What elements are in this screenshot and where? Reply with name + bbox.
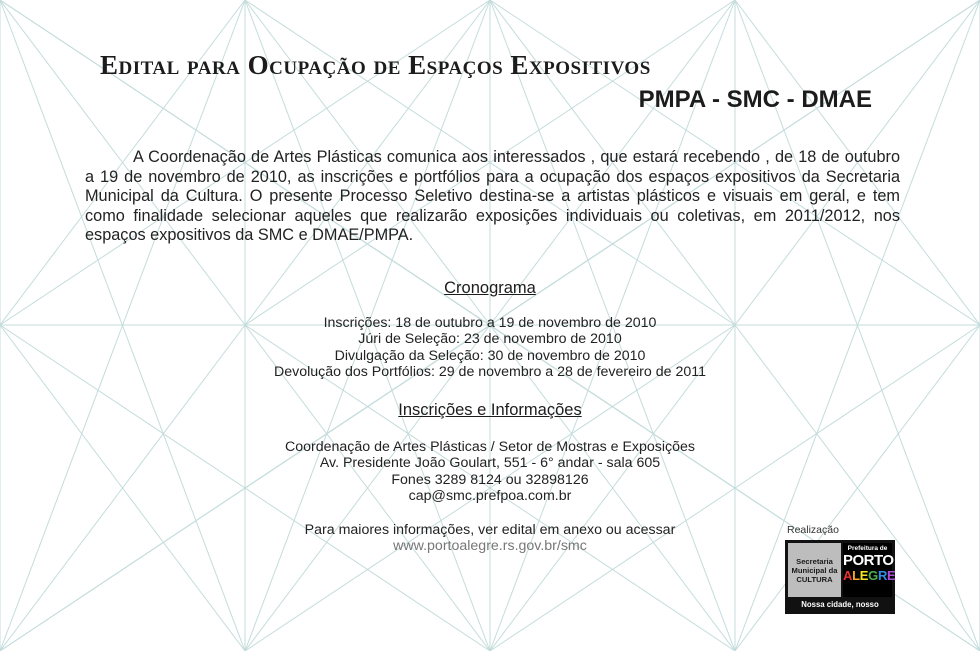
slogan-text: Nossa cidade, nosso futuro. xyxy=(801,600,879,622)
alegre-letter: E xyxy=(887,568,896,583)
alegre-letter: A xyxy=(843,568,853,583)
contato-heading: Inscrições e Informações xyxy=(398,401,582,419)
cronograma-heading: Cronograma xyxy=(444,279,536,297)
cronograma-item: Júri de Seleção: 23 de novembro de 2010 xyxy=(358,331,622,348)
secretaria-line: Municipal da xyxy=(791,565,838,575)
contato-item: Av. Presidente João Goulart, 551 - 6° andar - sala 605 xyxy=(319,455,661,472)
alegre-letter: G xyxy=(868,568,878,583)
secretaria-line: Secretaria xyxy=(796,556,833,566)
contato-email[interactable]: cap@smc.prefpoa.com.br xyxy=(408,488,572,505)
cronograma-item: Divulgação da Seleção: 30 de novembro de 2010 xyxy=(334,347,646,364)
website-link[interactable]: www.portoalegre.rs.gov.br/smc xyxy=(393,538,587,555)
contato-list xyxy=(0,439,980,505)
realizacao-label: Realização xyxy=(787,524,839,536)
porto-alegre-mark xyxy=(843,543,896,597)
alegre-letter: L xyxy=(852,568,860,583)
intro-text: A Coordenação de Artes Plásticas comunica aos interessados , que estará recebendo , de 18 de outubro a 19 de novembro de 2010, as inscrições e portfólios para a ocupação dos espaços expositivos da Secretaria Municipal da Cultura. O presente Processo Seletivo destina-se a artistas plásticos e visuais em geral, e tem como finalidade selecionar aqueles que realizarão exposições individuais ou coletivas, em 2011/2012, nos espaços expositivos da SMC e DMAE/PMPA. xyxy=(85,148,900,245)
intro-paragraph xyxy=(85,148,900,246)
contato-item: Fones 3289 8124 ou 32898126 xyxy=(391,471,589,488)
secretaria-line: CULTURA xyxy=(796,574,833,584)
page-title: Edital para Ocupação de Espaços Expositivos xyxy=(100,50,651,80)
cronograma-section xyxy=(0,279,980,298)
alegre-text xyxy=(843,568,896,583)
alegre-letter: R xyxy=(877,568,888,583)
prefeitura-logo xyxy=(785,540,896,622)
contato-section xyxy=(0,401,980,420)
contato-item: Coordenação de Artes Plásticas / Setor de Mostras e Exposições xyxy=(284,439,696,455)
alegre-letter: E xyxy=(859,568,869,583)
more-info-text: Para maiores informações, ver edital em anexo ou acessar xyxy=(304,522,676,538)
porto-text: PORTO xyxy=(843,552,894,569)
cronograma-item: Inscrições: 18 de outubro a 19 de novembro de 2010 xyxy=(323,315,657,331)
cronograma-list xyxy=(0,315,980,381)
secretaria-cultura-mark xyxy=(788,543,841,597)
page-subtitle: PMPA - SMC - DMAE xyxy=(638,86,872,113)
prefeitura-text: Prefeitura de xyxy=(847,545,888,552)
cronograma-item: Devolução dos Portfólios: 29 de novembro a 28 de fevereiro de 2011 xyxy=(274,364,706,381)
